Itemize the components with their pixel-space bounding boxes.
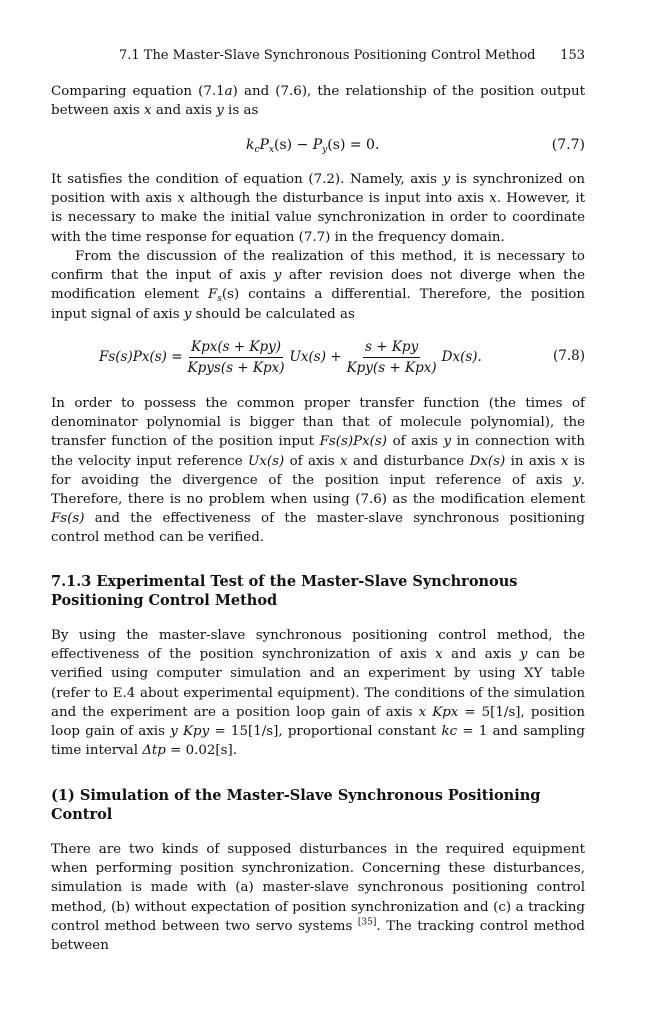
paragraph-satisfies: It satisfies the condition of equation (7.2). Namely, axis y is synchronized on position with axis x although the disturbance is input into axis x. However, it is necessary to make the initial value synchronization in order to coordinate with the time response for equation (7.7) in the frequency domain. [51, 172, 586, 245]
citation-35: [35] [357, 917, 377, 928]
page-number: 153 [560, 48, 585, 63]
fraction-2-numerator: s + Kpy [363, 338, 420, 358]
equation-7-7-body: $k_cP_x(s) - P_y(s) = 0$. [246, 137, 380, 155]
running-title: 7.1 The Master-Slave Synchronous Positioning Control Method [119, 48, 536, 63]
fraction-1-denominator: Kpys(s + Kpx) [187, 359, 285, 376]
paragraph-experimental: By using the master-slave synchronous positioning control method, the effectiveness of the position synchronization of axis x and axis y can be verified using computer simulation and an experiment by using XY table (refer to E.4 about experimental equipment). The conditions of the simulation and the experiment are a position loop gain of axis x Kpx = 5[1/s], position loop gain of axis y Kpy = 15[1/s], proportional constant kc = 1 and sampling time interval Δtp = 0.02[s]. [51, 628, 585, 759]
section-heading-7-1-3 [51, 572, 585, 610]
section-heading-line-2: Positioning Control Method [51, 592, 278, 609]
section-heading-line-1: 7.1.3 Experimental Test of the Master-Slave Synchronous [51, 573, 518, 590]
fraction-2-denominator: Kpy(s + Kpx) [346, 359, 437, 376]
fraction-2 [345, 338, 439, 377]
running-header [51, 47, 585, 65]
equation-7-8-end: Dx(s). [441, 349, 482, 365]
paragraph-comparing: Comparing equation (7.1a) and (7.6), the relationship of the position output between axis x and axis y is as [51, 84, 585, 119]
equation-7-8-mid: Ux(s) + [289, 349, 342, 365]
paragraph-discussion: From the discussion of the realization of this method, it is necessary to confirm that the input of axis y after revision does not diverge when the modification element $F_s(s)$ contains a differential. Therefore, the position input signal of axis y should be calculated as [51, 249, 585, 322]
paragraph-disturbances: There are two kinds of supposed disturbances in the required equipment when performing position synchronization. Concerning these disturbances, simulation is made with (a) master-slave synchronous positioning control method, (b) without expectation of position synchronization and (c) a tracking control method between two servo systems [35]. The tracking control method between [51, 842, 585, 954]
fraction-1 [186, 338, 287, 377]
equation-7-7 [51, 134, 585, 156]
equation-7-8 [51, 330, 585, 384]
fraction-1-numerator: Kpx(s + Kpy) [189, 338, 283, 358]
subsection-heading-line-2: Control [51, 806, 113, 823]
equation-7-7-number: (7.7) [551, 137, 585, 153]
paragraph-transfer-function: In order to possess the common proper transfer function (the times of denominator polynomial is bigger than that of molecule polynomial), the transfer function of the position input Fs(s)Px(s) of axis y in connection with the velocity input reference Ux(s) of axis x and disturbance Dx(s) in axis x is for avoiding the divergence of the position input reference of axis y. Therefore, there is no problem when using (7.6) as the modification element Fs(s) and the effectiveness of the master-slave synchronous positioning control method can be verified. [51, 396, 585, 546]
subsection-heading-line-1: (1) Simulation of the Master-Slave Synchronous Positioning [51, 787, 541, 804]
equation-7-8-lhs: Fs(s)Px(s) = [99, 349, 183, 365]
subsection-heading-simulation [51, 786, 585, 824]
equation-7-8-number: (7.8) [552, 348, 585, 364]
equation-7-8-body [99, 330, 482, 384]
